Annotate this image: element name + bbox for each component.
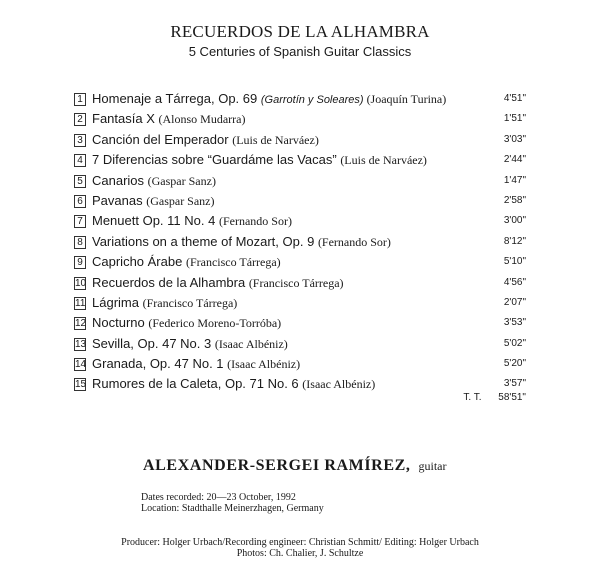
track-text [92,191,215,212]
track-composer: (Gaspar Sanz) [146,193,215,208]
recording-dates: Dates recorded: 20—23 October, 1992 [141,492,296,503]
track-row [74,109,526,129]
track-number: 2 [74,113,86,126]
track-title: Variations on a theme of Mozart, Op. 9 [92,233,318,249]
track-row [74,374,526,394]
track-row [74,211,526,231]
track-title: Sevilla, Op. 47 No. 3 [92,335,215,351]
track-text [92,150,427,171]
track-duration: 2'44" [503,154,526,166]
track-composer: (Isaac Albéniz) [302,377,376,392]
track-title: Menuett Op. 11 No. 4 [92,213,219,229]
track-duration: 3'53" [503,317,526,329]
track-duration: 8'12" [503,235,526,247]
track-title: Nocturno [92,315,149,331]
track-text [92,109,245,130]
track-row [74,232,526,252]
track-composer: (Francisco Tárrega) [142,295,238,310]
track-composer: (Luis de Narváez) [232,132,319,147]
track-composer: (Gaspar Sanz) [147,173,216,188]
track-composer: (Francisco Tárrega) [248,275,344,290]
track-number: 4 [74,154,86,167]
track-duration: 1'51" [503,113,526,125]
track-composer: (Francisco Tárrega) [185,255,281,270]
total-time-value: 58'51" [498,392,526,403]
track-row [74,130,526,150]
track-number: 5 [74,175,86,188]
production-credits [0,537,600,559]
artist-line [143,457,446,475]
track-composer: (Joaquín Turina) [363,92,447,106]
track-text [92,273,344,294]
track-text [92,374,375,395]
total-time-label: T. T. [463,392,482,403]
track-composer: (Alonso Mudarra) [158,112,246,127]
track-duration: 2'07" [503,296,526,308]
track-note: (Garrotín y Soleares) [260,94,364,106]
track-text [92,334,288,355]
photo-credits-line: Photos: Ch. Chalier, J. Schultze [236,548,364,559]
track-row [74,334,526,354]
track-title: Lágrima [92,294,143,310]
total-time [463,392,526,403]
track-number: 11 [75,297,86,309]
track-composer: (Fernando Sor) [218,214,292,229]
track-number: 12 [75,318,87,330]
track-duration: 5'20" [503,358,526,370]
track-title: Canción del Emperador [92,131,233,147]
track-title: Fantasía X [92,111,159,127]
track-number: 14 [75,359,87,371]
artist-role: guitar [418,459,447,473]
track-composer: (Fernando Sor) [317,234,391,249]
track-title: Rumores de la Caleta, Op. 71 No. 6 [92,376,303,392]
track-number: 6 [74,195,86,208]
tracklist [74,89,526,395]
recording-location: Location: Stadthalle Meinerzhagen, Germany [141,503,324,514]
track-number: 9 [74,256,86,269]
track-duration: 4'51" [503,93,526,104]
track-duration: 2'58" [503,194,526,206]
recording-info [141,492,324,514]
track-row [74,313,526,333]
track-number: 13 [75,338,87,350]
track-row [74,171,526,191]
track-text [92,171,216,192]
track-number: 7 [74,215,86,228]
track-number: 8 [74,236,86,249]
track-duration: 4'56" [503,276,526,288]
track-number: 15 [75,379,87,391]
track-title: Pavanas [92,192,147,208]
track-row [74,191,526,211]
track-duration: 5'10" [503,256,526,268]
track-composer: (Isaac Albéniz) [214,336,288,351]
track-number: 1 [74,93,86,106]
track-text [92,313,281,334]
track-number: 10 [75,277,87,289]
track-title: Granada, Op. 47 No. 1 [92,356,228,372]
track-row [74,354,526,374]
track-title: Recuerdos de la Alhambra [92,274,249,290]
track-text [92,211,292,232]
track-row [74,293,526,313]
track-text [92,293,237,314]
track-text [92,232,391,253]
production-credits-line: Producer: Holger Urbach/Recording engineer: Christian Schmitt/ Editing: Holger Urbach [121,537,479,548]
track-text [92,354,300,375]
track-duration: 3'00" [503,215,526,227]
track-title: Canarios [92,172,148,188]
track-duration: 1'47" [503,174,526,186]
track-title: Homenaje a Tárrega, Op. 69 [92,91,261,106]
track-row [74,89,526,109]
track-duration: 3'57" [503,378,526,390]
track-title: 7 Diferencias sobre “Guardáme las Vacas” [92,152,341,168]
track-text [92,252,281,273]
track-text [92,89,446,110]
album-subtitle: 5 Centuries of Spanish Guitar Classics [188,44,412,59]
artist-name: ALEXANDER-SERGEI RAMÍREZ, [143,457,411,474]
track-composer: (Isaac Albéniz) [227,357,301,372]
track-composer: (Federico Moreno-Torróba) [148,316,282,331]
track-row [74,273,526,293]
track-text [92,130,319,151]
track-duration: 3'03" [503,133,526,145]
album-title: RECUERDOS DE LA ALHAMBRA [170,22,430,41]
track-title: Capricho Árabe [92,254,186,270]
track-composer: (Luis de Narváez) [340,153,427,168]
track-row [74,150,526,170]
track-duration: 5'02" [503,337,526,349]
track-row [74,252,526,272]
track-number: 3 [74,134,86,147]
